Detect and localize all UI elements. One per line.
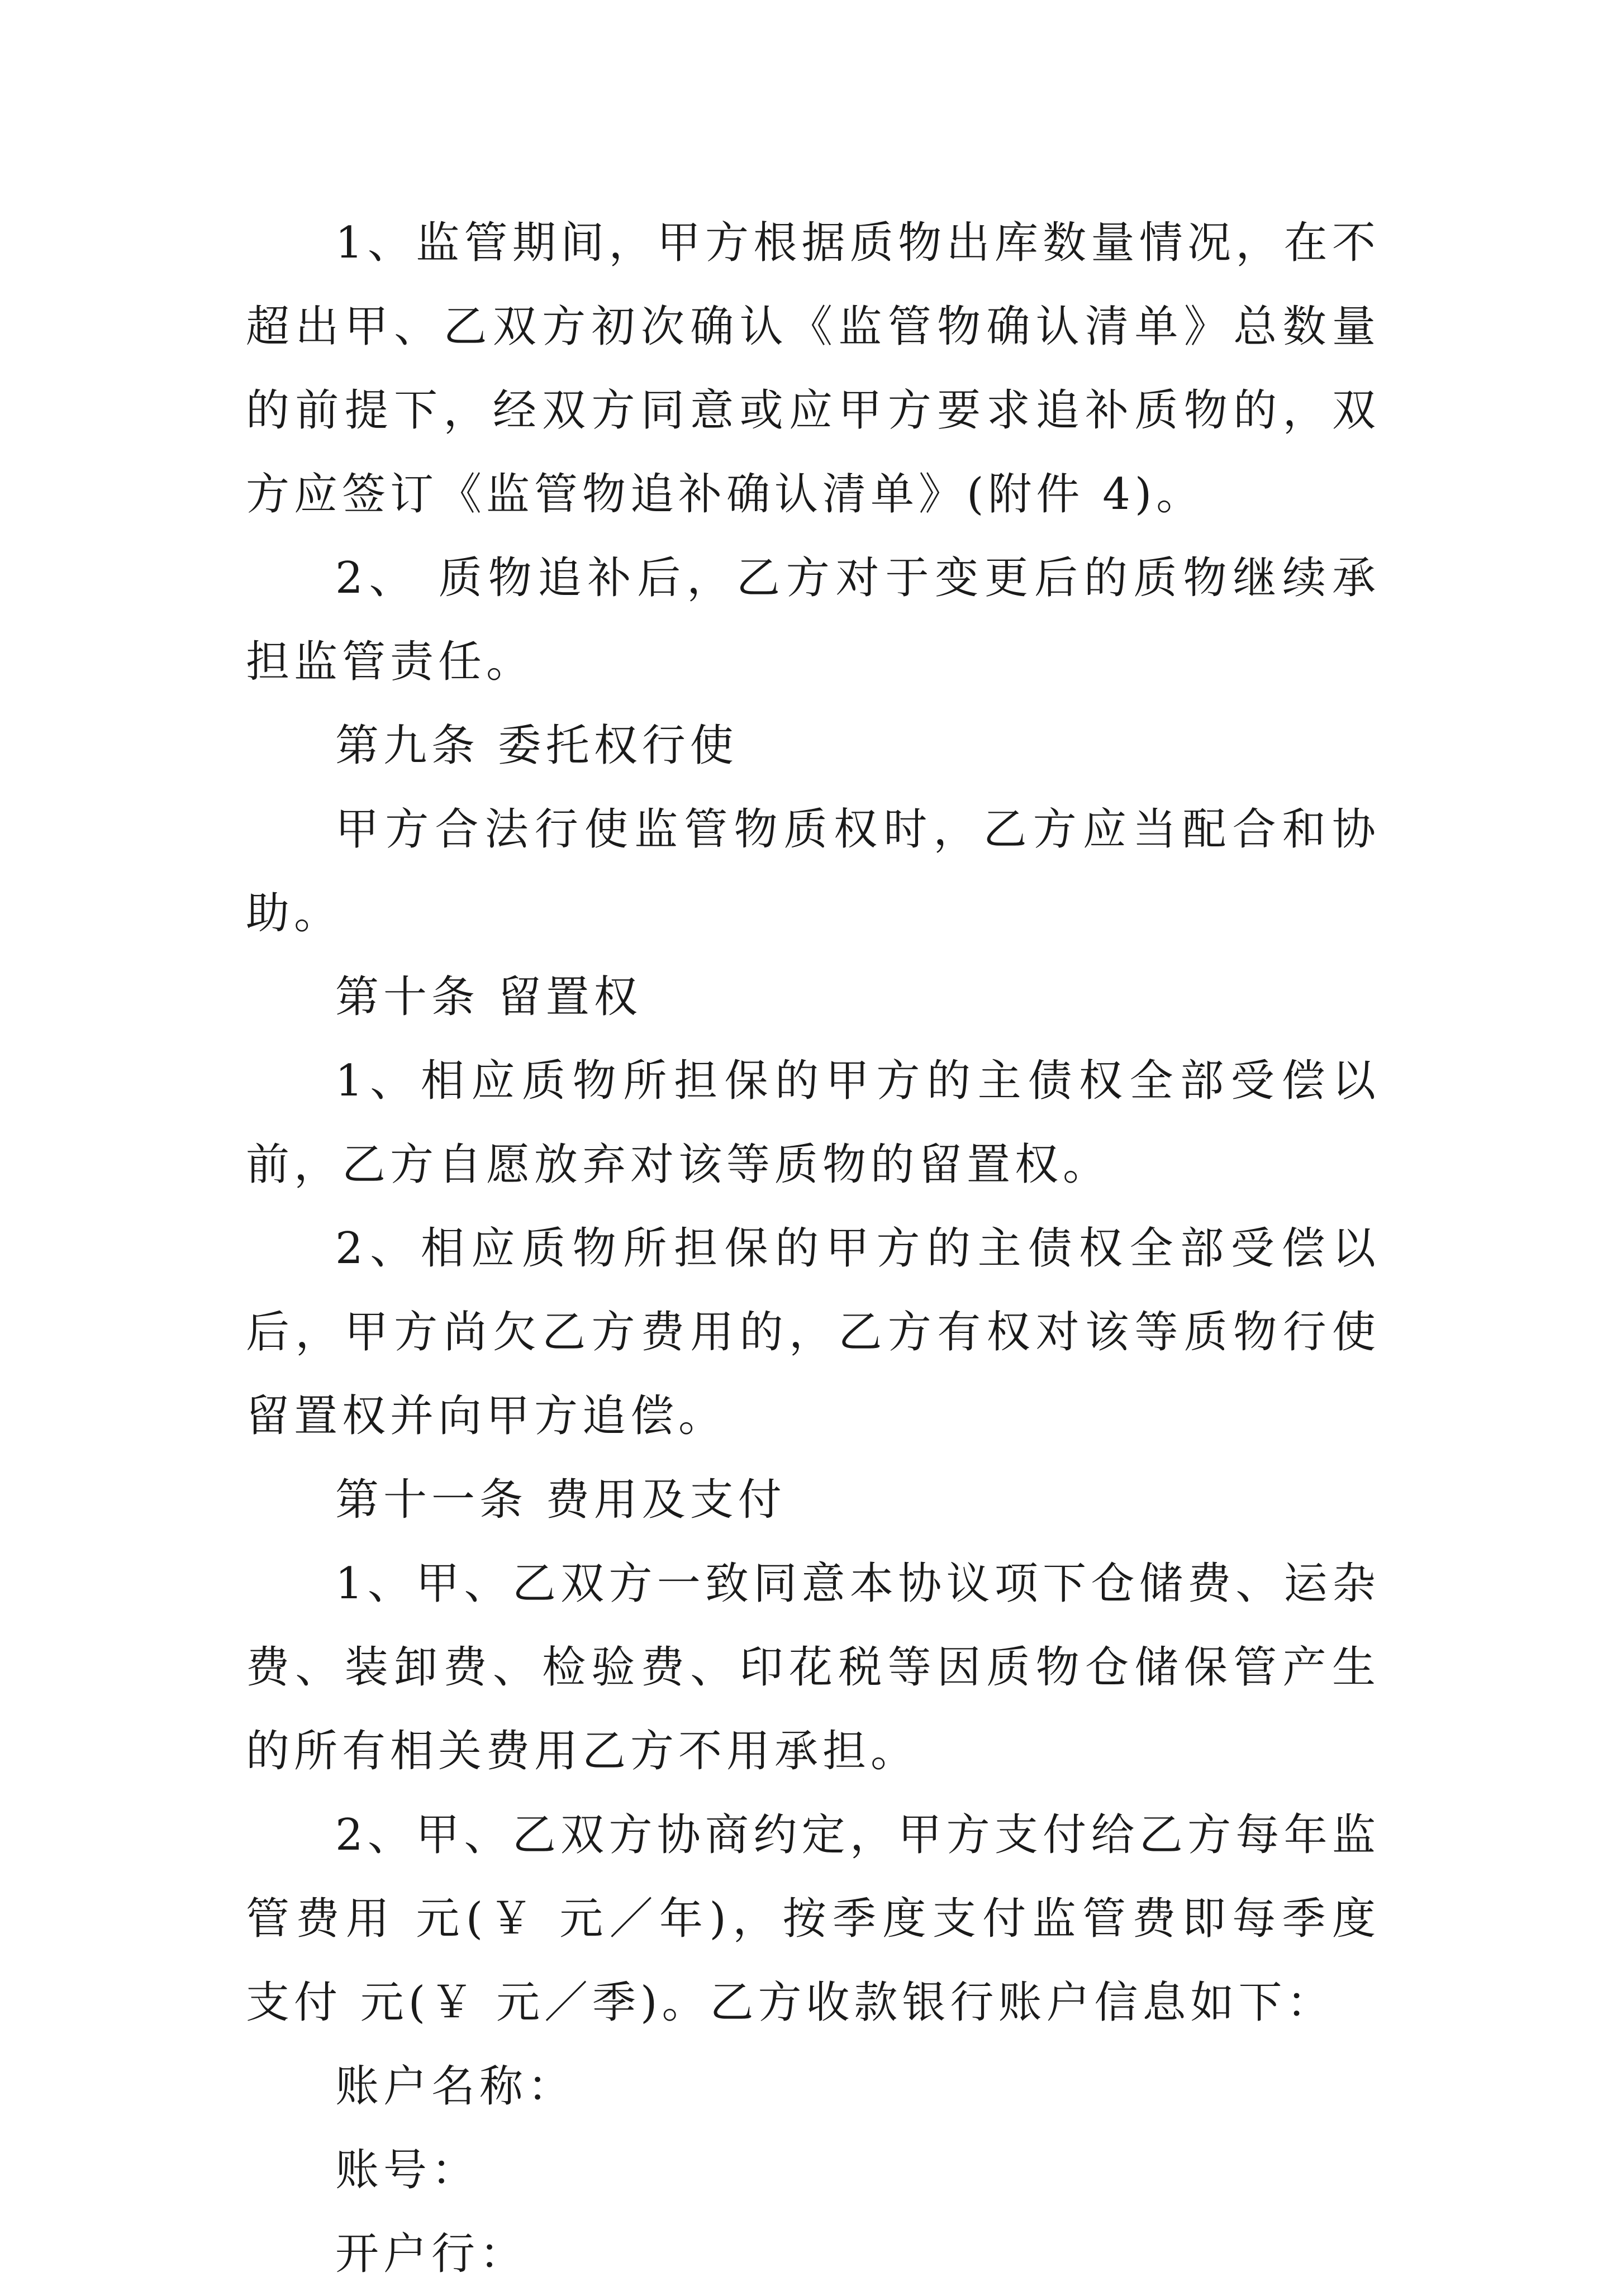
bank-branch-field: 开户行： (335, 2229, 528, 2279)
clause-11-item-2: 2、甲、乙双方协商约定，甲方支付给乙方每年监管费用 元(￥ 元／年)，按季度支付监管费即每季度支付 元(￥ 元／季)。乙方收款银行账户信息如下： (246, 1810, 1380, 2028)
clause-11-heading: 第十一条 费用及支付 (335, 1475, 786, 1525)
account-name-field: 账户名称： (335, 2061, 576, 2112)
clause-10-heading: 第十条 留置权 (335, 972, 642, 1022)
clause-8-item-1: 1、监管期间，甲方根据质物出库数量情况，在不超出甲、乙双方初次确认《监管物确认清单》总数量的前提下，经双方同意或应甲方要求追补质物的，双方应签订《监管物追补确认清单》(附件 4)。 (246, 218, 1380, 520)
document-body (246, 201, 1380, 2296)
clause-10-item-1: 1、相应质物所担保的甲方的主债权全部受偿以前，乙方自愿放弃对该等质物的留置权。 (246, 1056, 1380, 1190)
clause-10-item-2: 2、相应质物所担保的甲方的主债权全部受偿以后，甲方尚欠乙方费用的，乙方有权对该等质物行使留置权并向甲方追偿。 (246, 1223, 1380, 1441)
clause-11-item-1: 1、甲、乙双方一致同意本协议项下仓储费、运杂费、装卸费、检验费、印花税等因质物仓储保管产生的所有相关费用乙方不用承担。 (246, 1559, 1380, 1776)
clause-9-heading: 第九条 委托权行使 (335, 721, 738, 771)
clause-8-item-2: 2、 质物追补后，乙方对于变更后的质物继续承担监管责任。 (246, 553, 1380, 687)
clause-9-body: 甲方合法行使监管物质权时，乙方应当配合和协助。 (246, 804, 1380, 939)
account-number-field: 账号： (335, 2145, 480, 2195)
